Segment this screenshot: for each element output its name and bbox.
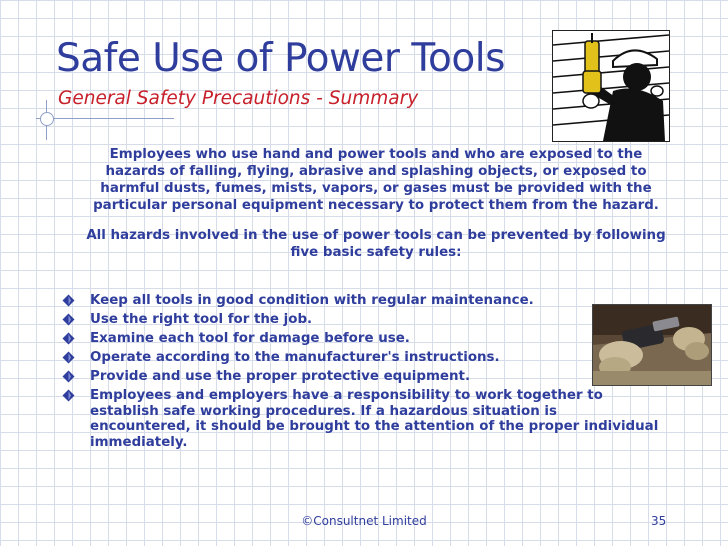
list-item [60, 369, 660, 385]
title-divider [36, 118, 174, 119]
slide-number: 35 [651, 514, 667, 528]
diamond-bullet-icon [62, 332, 75, 345]
rule-text: Employees and employers have a responsibility to work together to establish safe working procedures. If a hazardous situation is encountered, it should be brought to the attention of the proper individual immediately. [90, 388, 659, 450]
slide-title: Safe Use of Power Tools [56, 36, 505, 81]
intro-paragraph-2: All hazards involved in the use of power tools can be prevented by following five basic safety rules: [86, 228, 666, 260]
gloved-hands-power-tool-image [592, 304, 712, 386]
rule-text: Keep all tools in good condition with regular maintenance. [90, 293, 534, 308]
rule-text: Use the right tool for the job. [90, 312, 313, 327]
rule-text: Provide and use the proper protective equipment. [90, 369, 471, 384]
diamond-bullet-icon [62, 294, 75, 307]
footer-credit: ©Consultnet Limited [301, 514, 427, 528]
diamond-bullet-icon [62, 389, 75, 402]
list-item [60, 293, 660, 309]
rule-text: Operate according to the manufacturer's instructions. [90, 350, 500, 365]
list-item [60, 312, 660, 328]
list-item [60, 388, 660, 450]
safety-rules-list [60, 293, 660, 454]
list-item [60, 331, 660, 347]
slide-subtitle: General Safety Precautions - Summary [58, 88, 419, 109]
decorative-circle [40, 112, 54, 126]
diamond-bullet-icon [62, 313, 75, 326]
intro-paragraph-1: Employees who use hand and power tools and who are exposed to the hazards of falling, flying, abrasive and splashing objects, or exposed to harmful dusts, fumes, mists, vapors, or gases must be provided with the particular personal equipment necessary to protect them from the hazard. [93, 147, 659, 213]
worker-with-drill-icon [552, 30, 670, 142]
intro-text [86, 146, 666, 274]
diamond-bullet-icon [62, 370, 75, 383]
rule-text: Examine each tool for damage before use. [90, 331, 410, 346]
list-item [60, 350, 660, 366]
diamond-bullet-icon [62, 351, 75, 364]
